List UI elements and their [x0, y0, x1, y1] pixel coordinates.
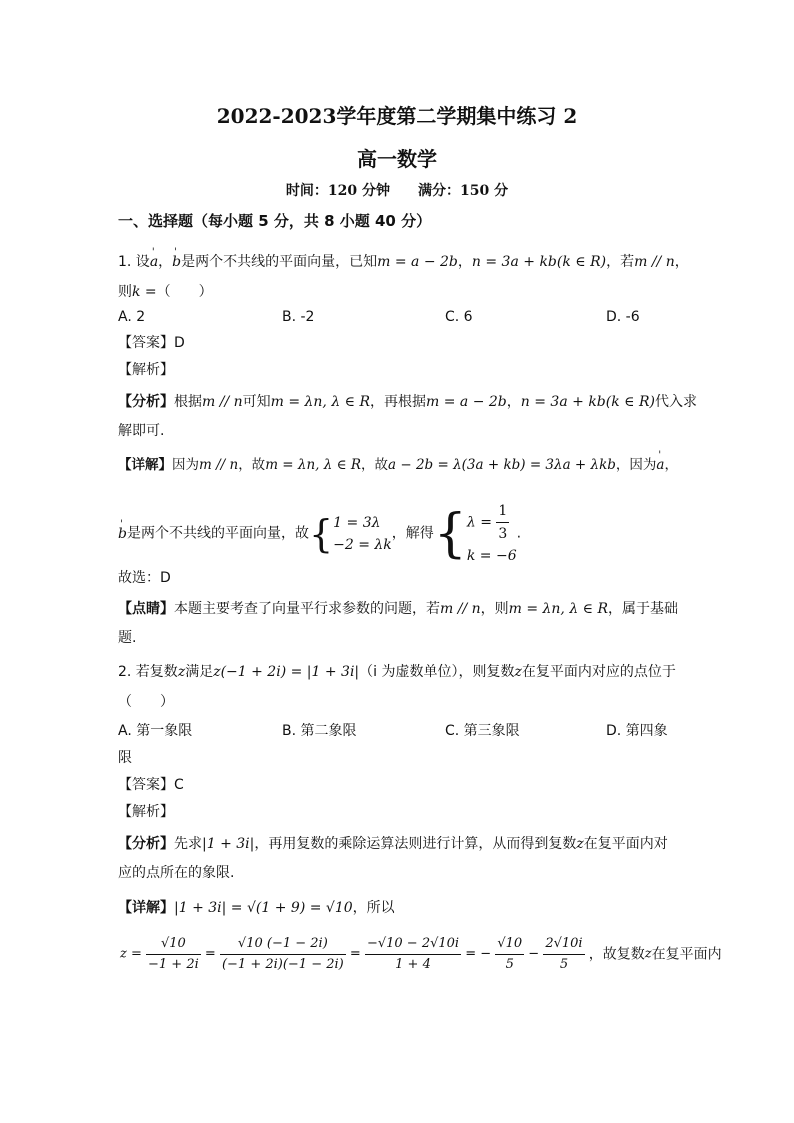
q1-comma: ， [158, 254, 173, 270]
equation-system-1 [333, 512, 392, 556]
text: 在复平面内对应的点位于 [521, 664, 676, 680]
text: ，再根据 [370, 394, 427, 410]
system2-bottom: k = −6 [466, 548, 517, 564]
q1-stem-text: 则 [118, 284, 132, 300]
fraction-4 [495, 934, 524, 975]
q1-sep: ， [457, 254, 472, 270]
q1-m-expression: m = a − 2b [377, 254, 458, 270]
detail-tag: 【详解】 [118, 900, 174, 916]
q1-jiexi: 【解析】 [118, 362, 174, 378]
numerator: √10 (−1 − 2i) [220, 934, 346, 955]
text: 可知 [242, 394, 271, 410]
minus-sign: − [528, 946, 540, 962]
q1-option-d: D. -6 [606, 309, 640, 325]
vector-a: ' a [656, 455, 664, 475]
numerator: √10 [146, 934, 201, 955]
q1-analysis-line1 [118, 392, 697, 412]
text: ，再用复数的乘除运算法则进行计算，从而得到复数 [254, 836, 577, 852]
text: （i 为虚数单位），则复数 [359, 664, 515, 680]
denominator: 5 [505, 957, 514, 972]
vector-b: ' b [118, 521, 127, 547]
text: ，故 [238, 457, 266, 473]
q2-analysis-line2: 应的点所在的象限. [118, 865, 235, 881]
q1-comment-line1 [118, 599, 678, 619]
math: m = λn, λ ∈ R [270, 394, 371, 410]
fraction-one-third [496, 500, 509, 545]
system1-top: 1 = 3λ [333, 514, 381, 531]
math: a − 2b = λ(3a + kb) = 3λa + λkb [388, 457, 616, 473]
q1-condition: m // n [634, 254, 675, 270]
q1-k-expression: k = [132, 284, 157, 300]
q2-option-d: D. 第四象 [606, 723, 668, 739]
text: ，解得 [391, 525, 434, 542]
equals: = [349, 946, 361, 962]
fraction-3 [365, 934, 461, 975]
text: 是两个不共线的平面向量，故 [126, 525, 309, 542]
q1-comment-line2: 题. [118, 630, 137, 646]
vector-a: ' a [150, 252, 158, 272]
text: 先求 [174, 836, 202, 852]
exam-subject: 高一数学 [357, 147, 437, 171]
q2-option-a: A. 第一象限 [118, 723, 193, 739]
q1-conclusion: 故选：D [118, 570, 171, 586]
text: 满足 [185, 664, 214, 680]
text: ，故复数 [588, 946, 645, 963]
q2-answer: 【答案】C [118, 777, 184, 793]
denominator: −1 + 2i [148, 957, 199, 972]
q1-stem-line1 [118, 252, 689, 272]
q1-stem-text: ，若 [606, 254, 635, 270]
text: 根据 [174, 394, 202, 410]
q1-stem-line2 [118, 282, 213, 302]
analysis-tag: 【分析】 [118, 394, 174, 410]
math: m = λn, λ ∈ R [265, 457, 362, 473]
q1-option-b: B. -2 [282, 309, 315, 325]
math: n = 3a + kb(k ∈ R) [520, 394, 655, 410]
math: m // n [440, 601, 481, 617]
q2-detail-line1 [118, 898, 395, 918]
math-z: z [514, 664, 522, 680]
equation-system-2 [467, 500, 517, 567]
math: m = a − 2b [426, 394, 507, 410]
q1-paren: （ ） [156, 284, 213, 300]
system1-bottom: −2 = λk [333, 536, 392, 553]
equals: = [204, 946, 216, 962]
q2-jiexi: 【解析】 [118, 804, 174, 820]
q1-detail-line1 [118, 455, 678, 475]
numerator: 1 [496, 500, 509, 523]
q2-calculation [120, 934, 722, 975]
q1-option-c: C. 6 [445, 309, 473, 325]
fraction-5 [543, 934, 584, 975]
fraction-2 [220, 934, 346, 975]
text: 在复平面内 [651, 946, 722, 963]
negative-sign: − [480, 946, 492, 962]
math: m = λn, λ ∈ R [508, 601, 609, 617]
q1-stem-text: 1. 设 [118, 254, 150, 270]
period: . [516, 525, 522, 542]
text: 本题主要考查了向量平行求参数的问题，若 [174, 601, 440, 617]
equals: = [465, 946, 477, 962]
q2-equation: z(−1 + 2i) = |1 + 3i| [213, 664, 360, 680]
exam-meta: 时间：120 分钟 满分：150 分 [285, 183, 509, 199]
left-brace: { [433, 503, 467, 564]
q1-detail-line2 [118, 500, 521, 567]
q1-n-expression: n = 3a + kb(k ∈ R) [471, 254, 607, 270]
math-z: z [644, 946, 652, 962]
text: ，因为 [615, 457, 657, 473]
numerator: √10 [495, 934, 524, 955]
numerator: −√10 − 2√10i [365, 934, 461, 955]
denominator: 1 + 4 [395, 957, 431, 972]
left-brace: { [308, 511, 334, 556]
q2-stem-line1 [118, 662, 676, 682]
system2-top [467, 500, 517, 545]
math-z: z [177, 664, 186, 680]
text: ， [664, 457, 678, 473]
text: 代入求 [654, 394, 697, 410]
q1-comma: ， [674, 254, 689, 270]
text: ，故 [361, 457, 389, 473]
denominator: (−1 + 2i)(−1 − 2i) [221, 957, 344, 972]
calc-z: z = [120, 946, 142, 962]
lambda-eq: λ = [466, 514, 492, 531]
text: 在复平面内对 [583, 836, 668, 852]
text: 2. 若复数 [118, 664, 178, 680]
denominator: 3 [498, 526, 508, 542]
math: |1 + 3i| = √(1 + 9) = √10 [174, 900, 353, 916]
q2-option-b: B. 第二象限 [282, 723, 357, 739]
section-heading: 一、选择题（每小题 5 分，共 8 小题 40 分） [118, 212, 432, 230]
text: ， [506, 394, 521, 410]
detail-tag: 【详解】 [118, 457, 172, 473]
exam-title: 2022-2023学年度第二学期集中练习 2 [216, 104, 578, 128]
q1-option-a: A. 2 [118, 309, 146, 325]
vector-b: ' b [172, 252, 181, 272]
q1-answer: 【答案】D [118, 335, 185, 351]
denominator: 5 [559, 957, 569, 972]
text: ，则 [480, 601, 509, 617]
math: m // n [202, 394, 243, 410]
q2-paren: （ ） [118, 694, 174, 710]
q2-option-c: C. 第三象限 [445, 723, 520, 739]
math: |1 + 3i| [202, 836, 255, 852]
analysis-tag: 【分析】 [118, 836, 174, 852]
q2-option-d-wrap: 限 [118, 750, 132, 766]
text: 因为 [172, 457, 199, 473]
numerator: 2√10i [543, 934, 584, 955]
q1-stem-text: 是两个不共线的平面向量，已知 [181, 254, 378, 270]
text: ，所以 [352, 900, 395, 916]
text: ，属于基础 [608, 601, 679, 617]
q1-analysis-line2: 解即可. [118, 423, 165, 439]
q2-analysis-line1 [118, 834, 668, 854]
math: m // n [199, 457, 239, 473]
fraction-1 [146, 934, 201, 975]
comment-tag: 【点睛】 [118, 601, 174, 617]
math-z: z [576, 836, 584, 852]
